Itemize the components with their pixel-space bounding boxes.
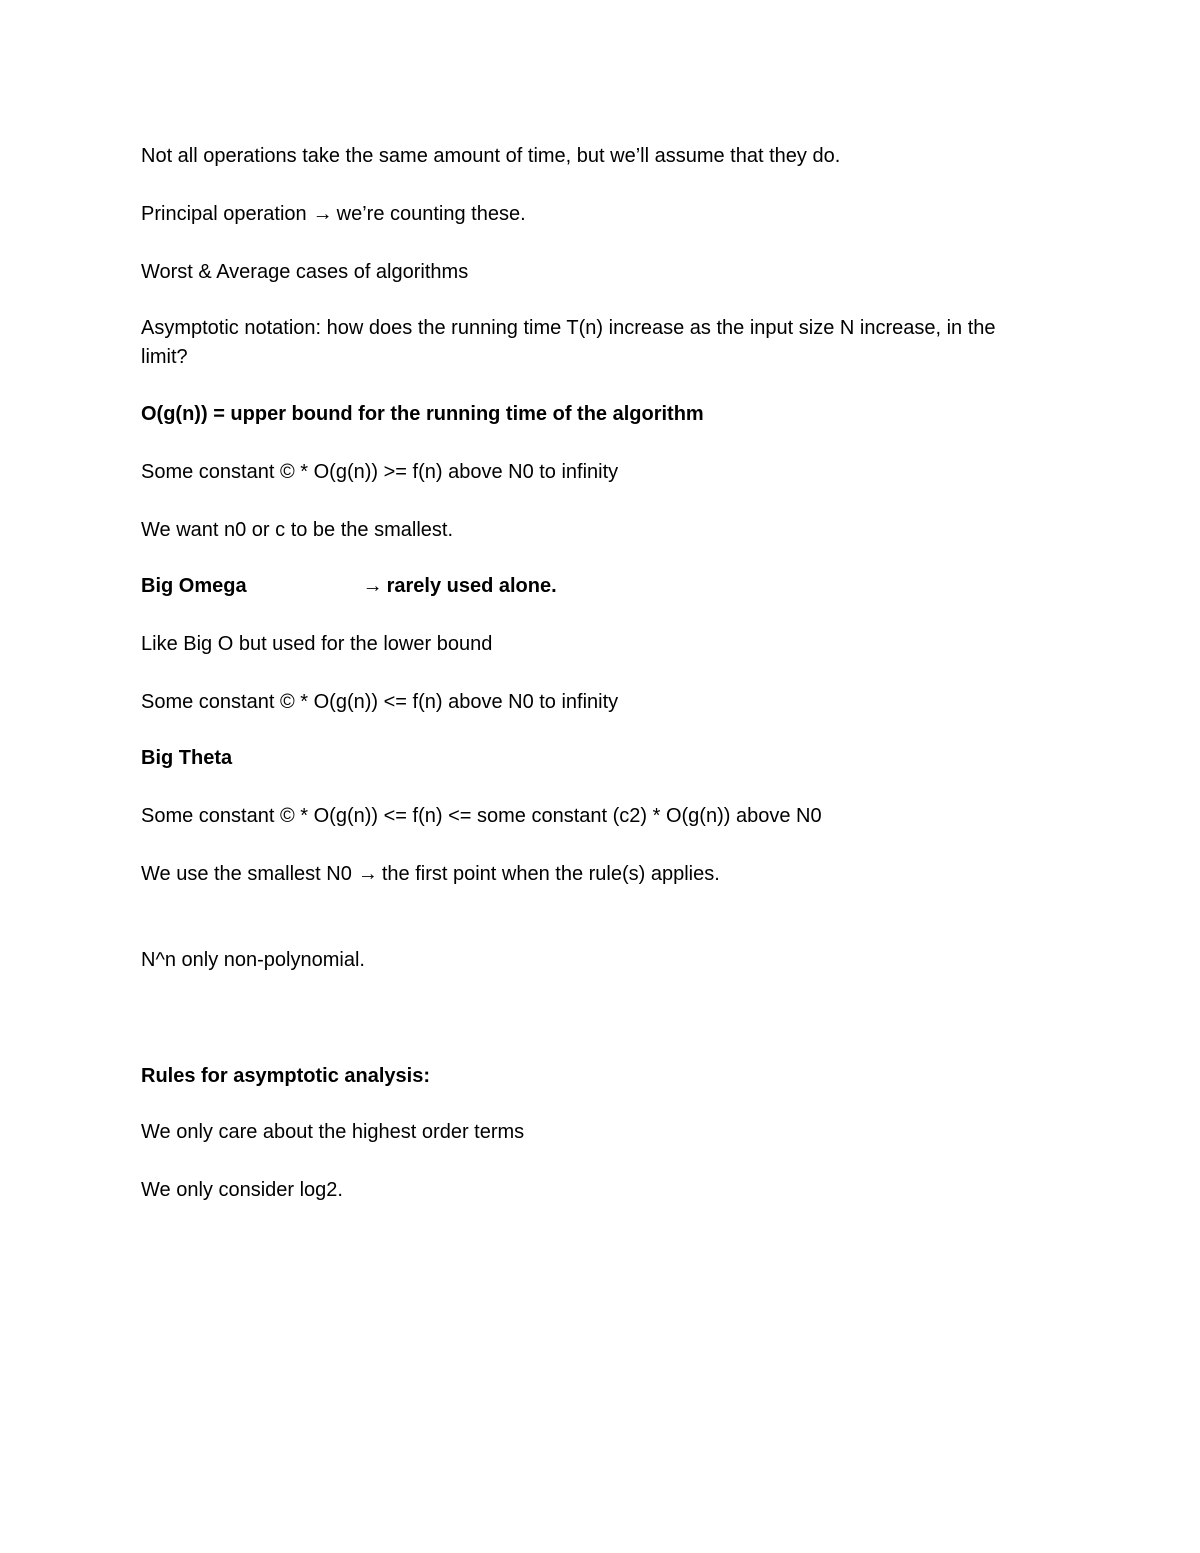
smallest-n0-text: the first point when the rule(s) applies. [381,863,720,885]
heading-big-omega [141,572,557,601]
paragraph-log2: We only consider log2. [141,1179,343,1201]
principal-operation-text: we’re counting these. [336,203,526,225]
paragraph-big-theta-definition: Some constant © * O(g(n)) <= f(n) <= some constant (c2) * O(g(n)) above N0 [141,805,822,827]
right-arrow-icon: → [312,203,333,225]
paragraph-principal-operation [141,200,526,229]
right-arrow-icon: → [357,863,378,885]
paragraph-big-o-definition: Some constant © * O(g(n)) >= f(n) above N0 to infinity [141,461,619,483]
paragraph-operations-time: Not all operations take the same amount of time, but we’ll assume that they do. [141,145,841,167]
paragraph-worst-average: Worst & Average cases of algorithms [141,261,469,283]
heading-big-theta: Big Theta [141,747,233,769]
paragraph-big-omega-definition: Some constant © * O(g(n)) <= f(n) above N0 to infinity [141,691,619,713]
big-omega-note: rarely used alone. [386,575,557,597]
heading-big-o: O(g(n)) = upper bound for the running time of the algorithm [141,403,704,425]
paragraph-highest-order: We only care about the highest order terms [141,1121,525,1143]
paragraph-non-polynomial: N^n only non-polynomial. [141,949,365,971]
paragraph-asymptotic-notation: Asymptotic notation: how does the running time T(n) increase as the input size N increase, in the limit? [141,317,996,368]
big-omega-label: Big Omega [141,575,247,597]
smallest-n0-label: We use the smallest N0 [141,863,352,885]
right-arrow-icon: → [362,575,383,597]
paragraph-smallest-n0: We want n0 or c to be the smallest. [141,519,454,541]
heading-rules: Rules for asymptotic analysis: [141,1065,430,1087]
paragraph-lower-bound: Like Big O but used for the lower bound [141,633,493,655]
paragraph-smallest-n0-rule [141,860,720,889]
principal-operation-label: Principal operation [141,203,307,225]
